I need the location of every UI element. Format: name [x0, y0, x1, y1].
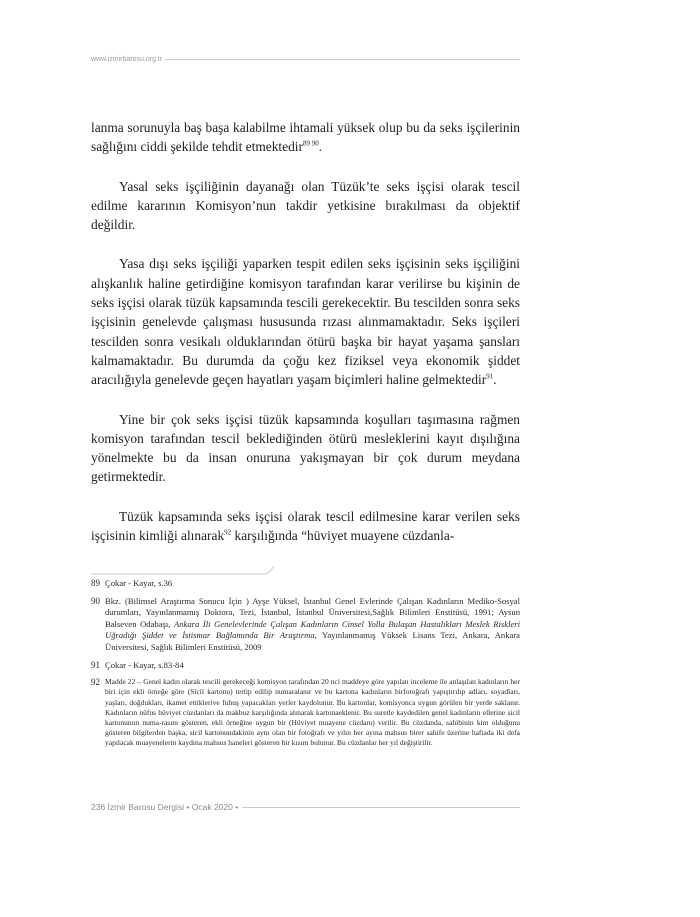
- footnote-90-text-a: Bkz. (Bilimsel Araştırma Sonucu İçin ) Ayşe Yüksel, İstanbul Genel Evlerinde Çalışan Kadınların Mediko-Sosyal durumları, Yayınlanmamış Doktora, Tezi, İstanbul, İstanbul Üniversitesi,Sağlık Bilimleri Enstitüsü, 1991; Aysun Balseven Odabaşı,: [105, 595, 520, 629]
- footer-page-label: 236 İzmir Barosu Dergisi • Ocak 2020 •: [91, 802, 239, 812]
- footnote-text: Madde 22 – Genel kadın olarak tescili gerekeceği komisyon tarafından 20 nci maddeye göre yapılan inceleme ile anlaşılan kadınların her biri için ekli örneğe göre (Sicil kartonu) tertip edilip numaralanır ve bu kartona kadınların birfotoğrafı yapıştırılıp adları, soyadları, yaşları, doğdukları, ikamet ettiklerive fuhuş yapacakları yerler kaydolunur. Bu kartonlar, komisyonca uygun görülen bir yerde saklanır. Kadınların nüfus hüviyet cüzdanları da makbuz karşılığında alınarak kartonaeklenir. Bu suretle kaydedilen genel kadınların ellerine sicil kartonunun numa-rasını gösteren, ekli örneğine uygun bir (Hüviyet muayene cüzdanı) verilir. Bu cüzdanda, sahibinin kim olduğunu gösteren bilgilerden başka, sicil kartonundakinin aynı olan bir fotoğrafı ve yılın her ayına mahsus birer sahife üzerine haftada iki defa yapılacak muayenelerin kaydına mahsus haneleri gösteren bir kısım bulunur. Bu cüzdanlar her yıl değiştirilir.: [105, 677, 520, 748]
- paragraph-3: [91, 254, 520, 389]
- footnote-92: [91, 677, 520, 748]
- body-text: [91, 118, 520, 565]
- paragraph-5-end: karşılığında “hüviyet muayene cüzdanla-: [231, 528, 455, 544]
- footnote-ref-92: 92: [224, 528, 232, 537]
- paragraph-3-text: Yasa dışı seks işçiliği yaparken tespit edilen seks işçisinin seks işçiliğini alışkanlık haline getirdiğine komisyon tarafından karar verilirse bu kişinin de seks işçisi olarak tüzük kapsamında tescili gerekecektir. Bu tescilden sonra seks işçisinin genelevde çalışması hususunda rızası alınmamaktadır. Seks işçileri tescilden sonra vesikalı olduklarından ötürü başka bir hayat yaşama şansları kalmamaktadır. Bu durumda da çoğu kez fiziksel veya ekonomik şiddet aracılığıyla genelevde geçen hayatları yaşam biçimleri haline gelmektedir: [91, 256, 520, 388]
- footnote-89: [91, 578, 520, 590]
- paragraph-1-text: lanma sorunuyla baş başa kalabilme ihtamali yüksek olup bu da seks işçilerinin sağlığını ciddi şekilde tehdit etmektedir: [91, 120, 520, 155]
- footnote-ref-89-90: 89 90: [302, 139, 319, 148]
- footnote-90: [91, 596, 520, 654]
- footnotes: [91, 578, 520, 755]
- footnote-text: [105, 596, 520, 654]
- footnote-ref-91: 91: [486, 372, 494, 381]
- footnote-91: [91, 660, 520, 672]
- paragraph-1: [91, 118, 520, 157]
- footnote-number: 91: [91, 659, 100, 670]
- footnote-text: Çokar - Kayar, s.36: [105, 578, 173, 588]
- paragraph-5: [91, 507, 520, 546]
- paragraph-3-end: .: [493, 372, 497, 388]
- paragraph-4: Yine bir çok seks işçisi tüzük kapsamında koşulları taşımasına rağmen komisyon tarafından tescil beklediğinden ötürü mesleklerini kayıt dışılığına yönelmekte bu da insan onuruna yakışmayan bir çok durum meydana getirmektedir.: [91, 411, 520, 485]
- footnote-90-text-b: , Yayınlanmamış Yüksek Lisans Tezi, Ankara, Ankara Üniversitesi, Sağlık Bilimleri Enstitüsü, 2009: [105, 630, 520, 652]
- header-rule: [165, 59, 520, 60]
- paragraph-1-end: .: [318, 139, 323, 155]
- footer-rule: [242, 807, 520, 808]
- running-footer: [91, 800, 520, 814]
- footnote-number: 90: [91, 595, 100, 606]
- footnote-separator: [91, 564, 274, 576]
- paragraph-2: Yasal seks işçiliğinin dayanağı olan Tüzük’te seks işçisi olarak tescil edilme kararının Komisyon’nun takdir yetkisine bırakılması da objektif değildir.: [91, 178, 520, 233]
- header-url: www.izmirbarosu.org.tr: [91, 55, 163, 63]
- footnote-number: 92: [91, 677, 100, 688]
- footnote-90-title: Ankara İli Genelevlerinde Çalışan Kadınların Cinsel Yolla Bulaşan Hastalıkları Meslek Riskleri Uğradığı Şiddet ve İstismar Bağlamında Bir Araştırma: [105, 618, 521, 641]
- paragraph-5-text: Tüzük kapsamında seks işçisi olarak tescil edilmesine karar verilen seks işçisinin kimliği alınarak: [91, 508, 520, 544]
- running-header: [91, 53, 520, 65]
- footnote-number: 89: [91, 578, 100, 588]
- footnote-text: Çokar - Kayar, s.83-84: [105, 659, 184, 670]
